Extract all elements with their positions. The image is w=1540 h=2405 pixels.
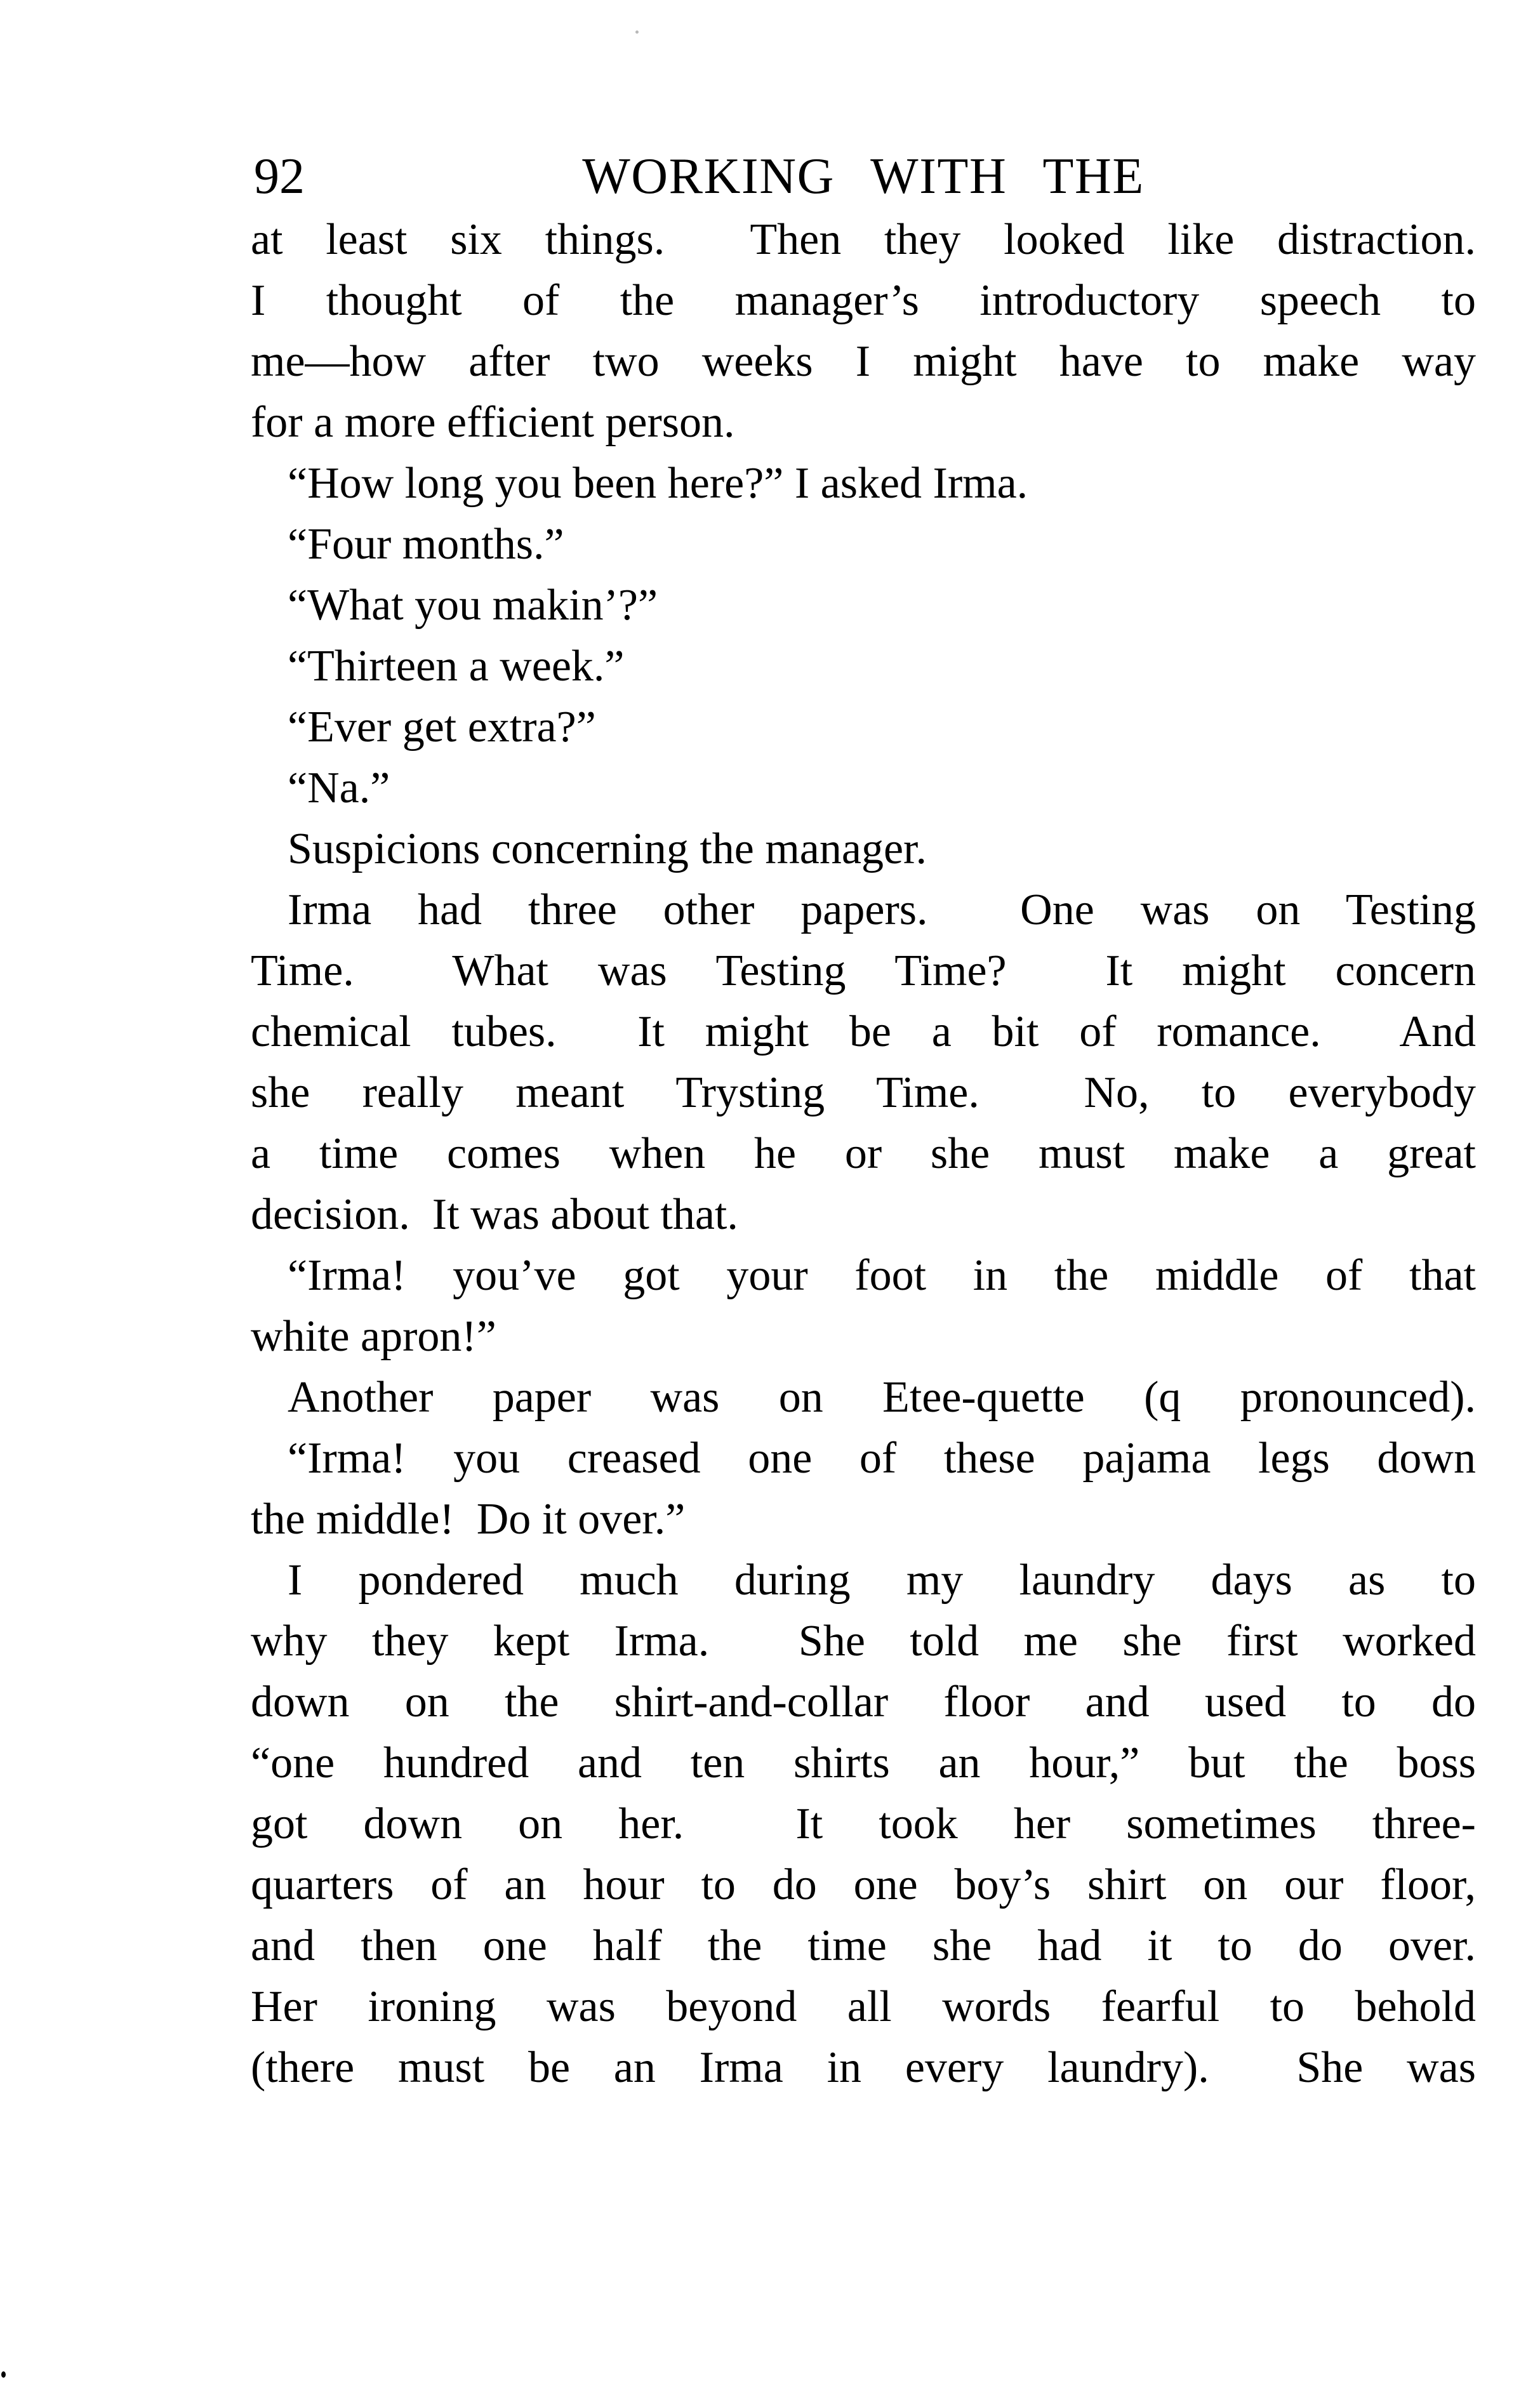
text-line: “How long you been here?” I asked Irma. <box>288 459 1028 508</box>
text-line: a time comes when he or she must make a great <box>251 1129 1476 1178</box>
text-line: “Thirteen a week.” <box>288 642 625 691</box>
text-line: me—how after two weeks I might have to make way <box>251 337 1476 386</box>
running-head: WORKING WITH THE <box>582 149 1145 204</box>
text-line: down on the shirt-and-collar floor and used to do <box>251 1678 1476 1726</box>
text-line: white apron!” <box>251 1312 496 1361</box>
text-line: “Ever get extra?” <box>288 703 596 752</box>
body-text <box>251 209 1476 2098</box>
text-line: quarters of an hour to do one boy’s shirt on our floor, <box>251 1860 1476 1909</box>
text-line: “Irma! you’ve got your foot in the middle of that <box>288 1251 1476 1300</box>
text-line: Another paper was on Etee-quette (q pronounced). <box>288 1373 1476 1422</box>
text-line: why they kept Irma. She told me she first worked <box>251 1617 1476 1666</box>
text-line: (there must be an Irma in every laundry). She was <box>251 2043 1476 2092</box>
text-line: and then one half the time she had it to do over. <box>251 1921 1476 1970</box>
ink-speck <box>1 2371 6 2378</box>
text-line: “What you makin’?” <box>288 581 658 630</box>
text-line: Her ironing was beyond all words fearful to behold <box>251 1982 1476 2031</box>
text-line: got down on her. It took her sometimes three- <box>251 1799 1476 1848</box>
text-line: I pondered much during my laundry days as to <box>288 1556 1476 1605</box>
page-number: 92 <box>254 149 305 204</box>
text-line: for a more efficient person. <box>251 398 735 447</box>
text-line: “Na.” <box>288 764 390 812</box>
ink-speck <box>635 30 639 34</box>
text-line: she really meant Trysting Time. No, to everybody <box>251 1068 1476 1117</box>
text-line: chemical tubes. It might be a bit of romance. And <box>251 1007 1476 1056</box>
text-line: “Four months.” <box>288 520 564 569</box>
text-line: Suspicions concerning the manager. <box>288 825 927 873</box>
text-line: I thought of the manager’s introductory speech to <box>251 276 1476 325</box>
text-line: decision. It was about that. <box>251 1190 738 1239</box>
text-line: the middle! Do it over.” <box>251 1495 686 1544</box>
text-line: at least six things. Then they looked like distraction. <box>251 215 1476 264</box>
page-header <box>251 149 1476 204</box>
text-line: “one hundred and ten shirts an hour,” but the boss <box>251 1739 1476 1787</box>
text-line: Irma had three other papers. One was on Testing <box>288 885 1476 934</box>
text-line: “Irma! you creased one of these pajama legs down <box>288 1434 1476 1483</box>
text-line: Time. What was Testing Time? It might concern <box>251 946 1476 995</box>
